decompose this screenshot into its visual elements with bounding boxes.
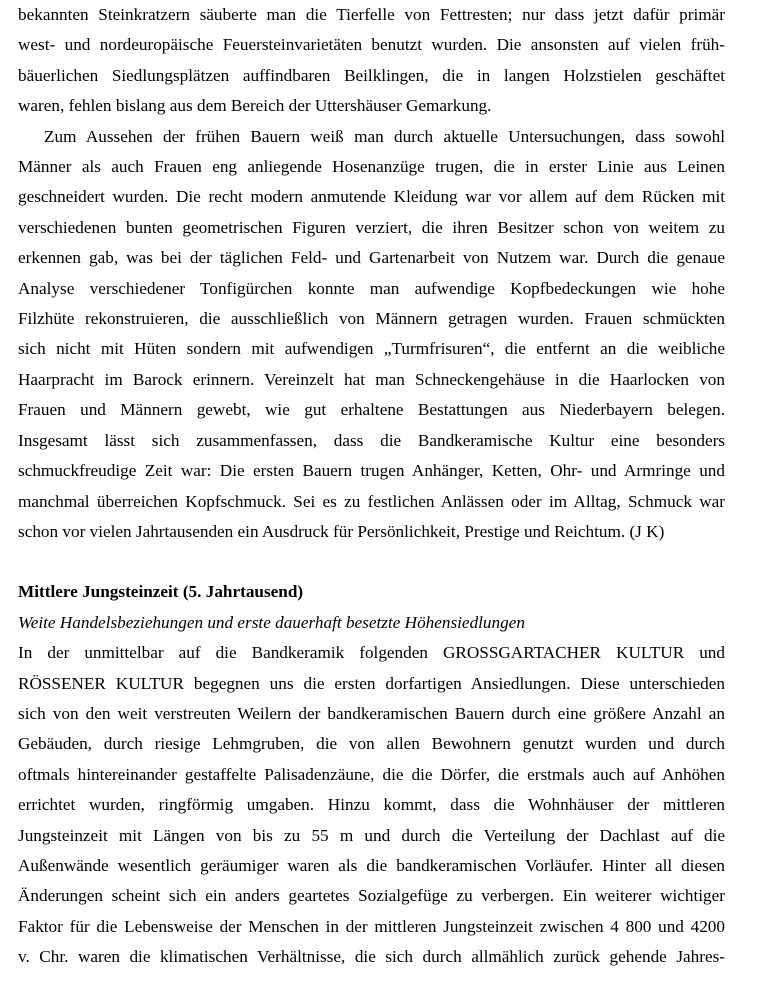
text-line: schon vor vielen Jahrtausenden ein Ausdruck für Persönlichkeit, Prestige und Reichtum. (J K) (18, 521, 665, 541)
text-line: west- und nordeuropäische Feuersteinvarietäten benutzt wurden. Die ansonsten auf vielen früh- (18, 35, 725, 55)
text-line: v. Chr. waren die klimatischen Verhältnisse, die sich durch allmählich zurück gehende Jahres- (18, 947, 725, 967)
text-line: Frauen und Männern gewebt, wie gut erhaltene Bestattungen aus Niederbayern belegen. (18, 400, 725, 420)
text-line: oftmals hintereinander gestaffelte Palisadenzäune, die die Dörfer, die erstmals auch auf Anhöhen (18, 764, 725, 784)
text-line: manchmal überreichen Kopfschmuck. Sei es zu festlichen Anlässen oder im Alltag, Schmuck war (18, 491, 725, 511)
text-line: bekannten Steinkratzern säuberte man die Tierfelle von Fettresten; nur dass jetzt dafür primär (18, 5, 725, 24)
text-line: geschneidert wurden. Die recht modern anmutende Kleidung war vor allem auf dem Rücken mit (18, 187, 725, 207)
text-line: waren, fehlen bislang aus dem Bereich der Uttershäuser Gemarkung. (18, 96, 492, 116)
paragraph-gap (18, 547, 725, 577)
paragraph-1 (18, 0, 725, 122)
text-line: verschiedenen bunten geometrischen Figuren verziert, die ihren Besitzer schon von weitem zu (18, 217, 725, 237)
text-line: sich nicht mit Hüten sondern mit aufwendigen „Turmfrisuren“, die entfernt an die weibliche (18, 339, 725, 359)
text-line: Änderungen scheint sich ein anders geartetes Sozialgefüge zu verbergen. Ein weiterer wichtiger (18, 886, 725, 906)
text-line: Männer als auch Frauen eng anliegende Hosenanzüge trugen, die in erster Linie aus Leinen (18, 157, 725, 177)
text-line: Filzhüte rekonstruieren, die ausschließlich von Männern getragen wurden. Frauen schmückten (18, 309, 725, 329)
text-line: sich von den weit verstreuten Weilern der bandkeramischen Bauern durch eine größere Anzahl an (18, 703, 725, 723)
text-line: Insgesamt lässt sich zusammenfassen, dass die Bandkeramische Kultur eine besonders (18, 430, 725, 450)
paragraph-2 (18, 122, 725, 548)
section-subheading: Weite Handelsbeziehungen und erste dauerhaft besetzte Höhensiedlungen (18, 612, 525, 632)
text-line: erkennen gab, was bei der täglichen Feld- und Gartenarbeit von Nutzem war. Durch die genaue (18, 248, 725, 268)
text-line: Außenwände wesentlich geräumiger waren als die bandkeramischen Vorläufer. Hinter all diesen (18, 855, 725, 875)
paragraph-3 (18, 638, 725, 972)
text-line: In der unmittelbar auf die Bandkeramik folgenden GROSSGARTACHER KULTUR und (18, 643, 725, 663)
text-line: Haarpracht im Barock erinnern. Vereinzelt hat man Schneckengehäuse in die Haarlocken von (18, 369, 725, 389)
text-line: Zum Aussehen der frühen Bauern weiß man durch aktuelle Untersuchungen, dass sowohl (44, 126, 725, 146)
text-line: bäuerlichen Siedlungsplätzen auffindbaren Beilklingen, die in langen Holzstielen geschäftet (18, 65, 725, 85)
text-line: Gebäuden, durch riesige Lehmgruben, die von allen Bewohnern genutzt wurden und durch (18, 734, 725, 754)
text-line: errichtet wurden, ringförmig umgaben. Hinzu kommt, dass die Wohnhäuser der mittleren (18, 795, 725, 815)
text-line: Jungsteinzeit mit Längen von bis zu 55 m und durch die Verteilung der Dachlast auf die (18, 825, 725, 845)
text-line: schmuckfreudige Zeit war: Die ersten Bauern trugen Anhänger, Ketten, Ohr- und Armringe und (18, 461, 725, 481)
section-heading: Mittlere Jungsteinzeit (5. Jahrtausend) (18, 582, 304, 602)
text-line: Analyse verschiedener Tonfigürchen konnte man aufwendige Kopfbedeckungen wie hohe (18, 278, 725, 298)
text-line: Faktor für die Lebensweise der Menschen in der mittleren Jungsteinzeit zwischen 4 800 und 4200 (18, 916, 725, 936)
document-page (18, 0, 725, 973)
text-line: RÖSSENER KULTUR begegnen uns die ersten dorfartigen Ansiedlungen. Diese unterschieden (18, 673, 725, 693)
